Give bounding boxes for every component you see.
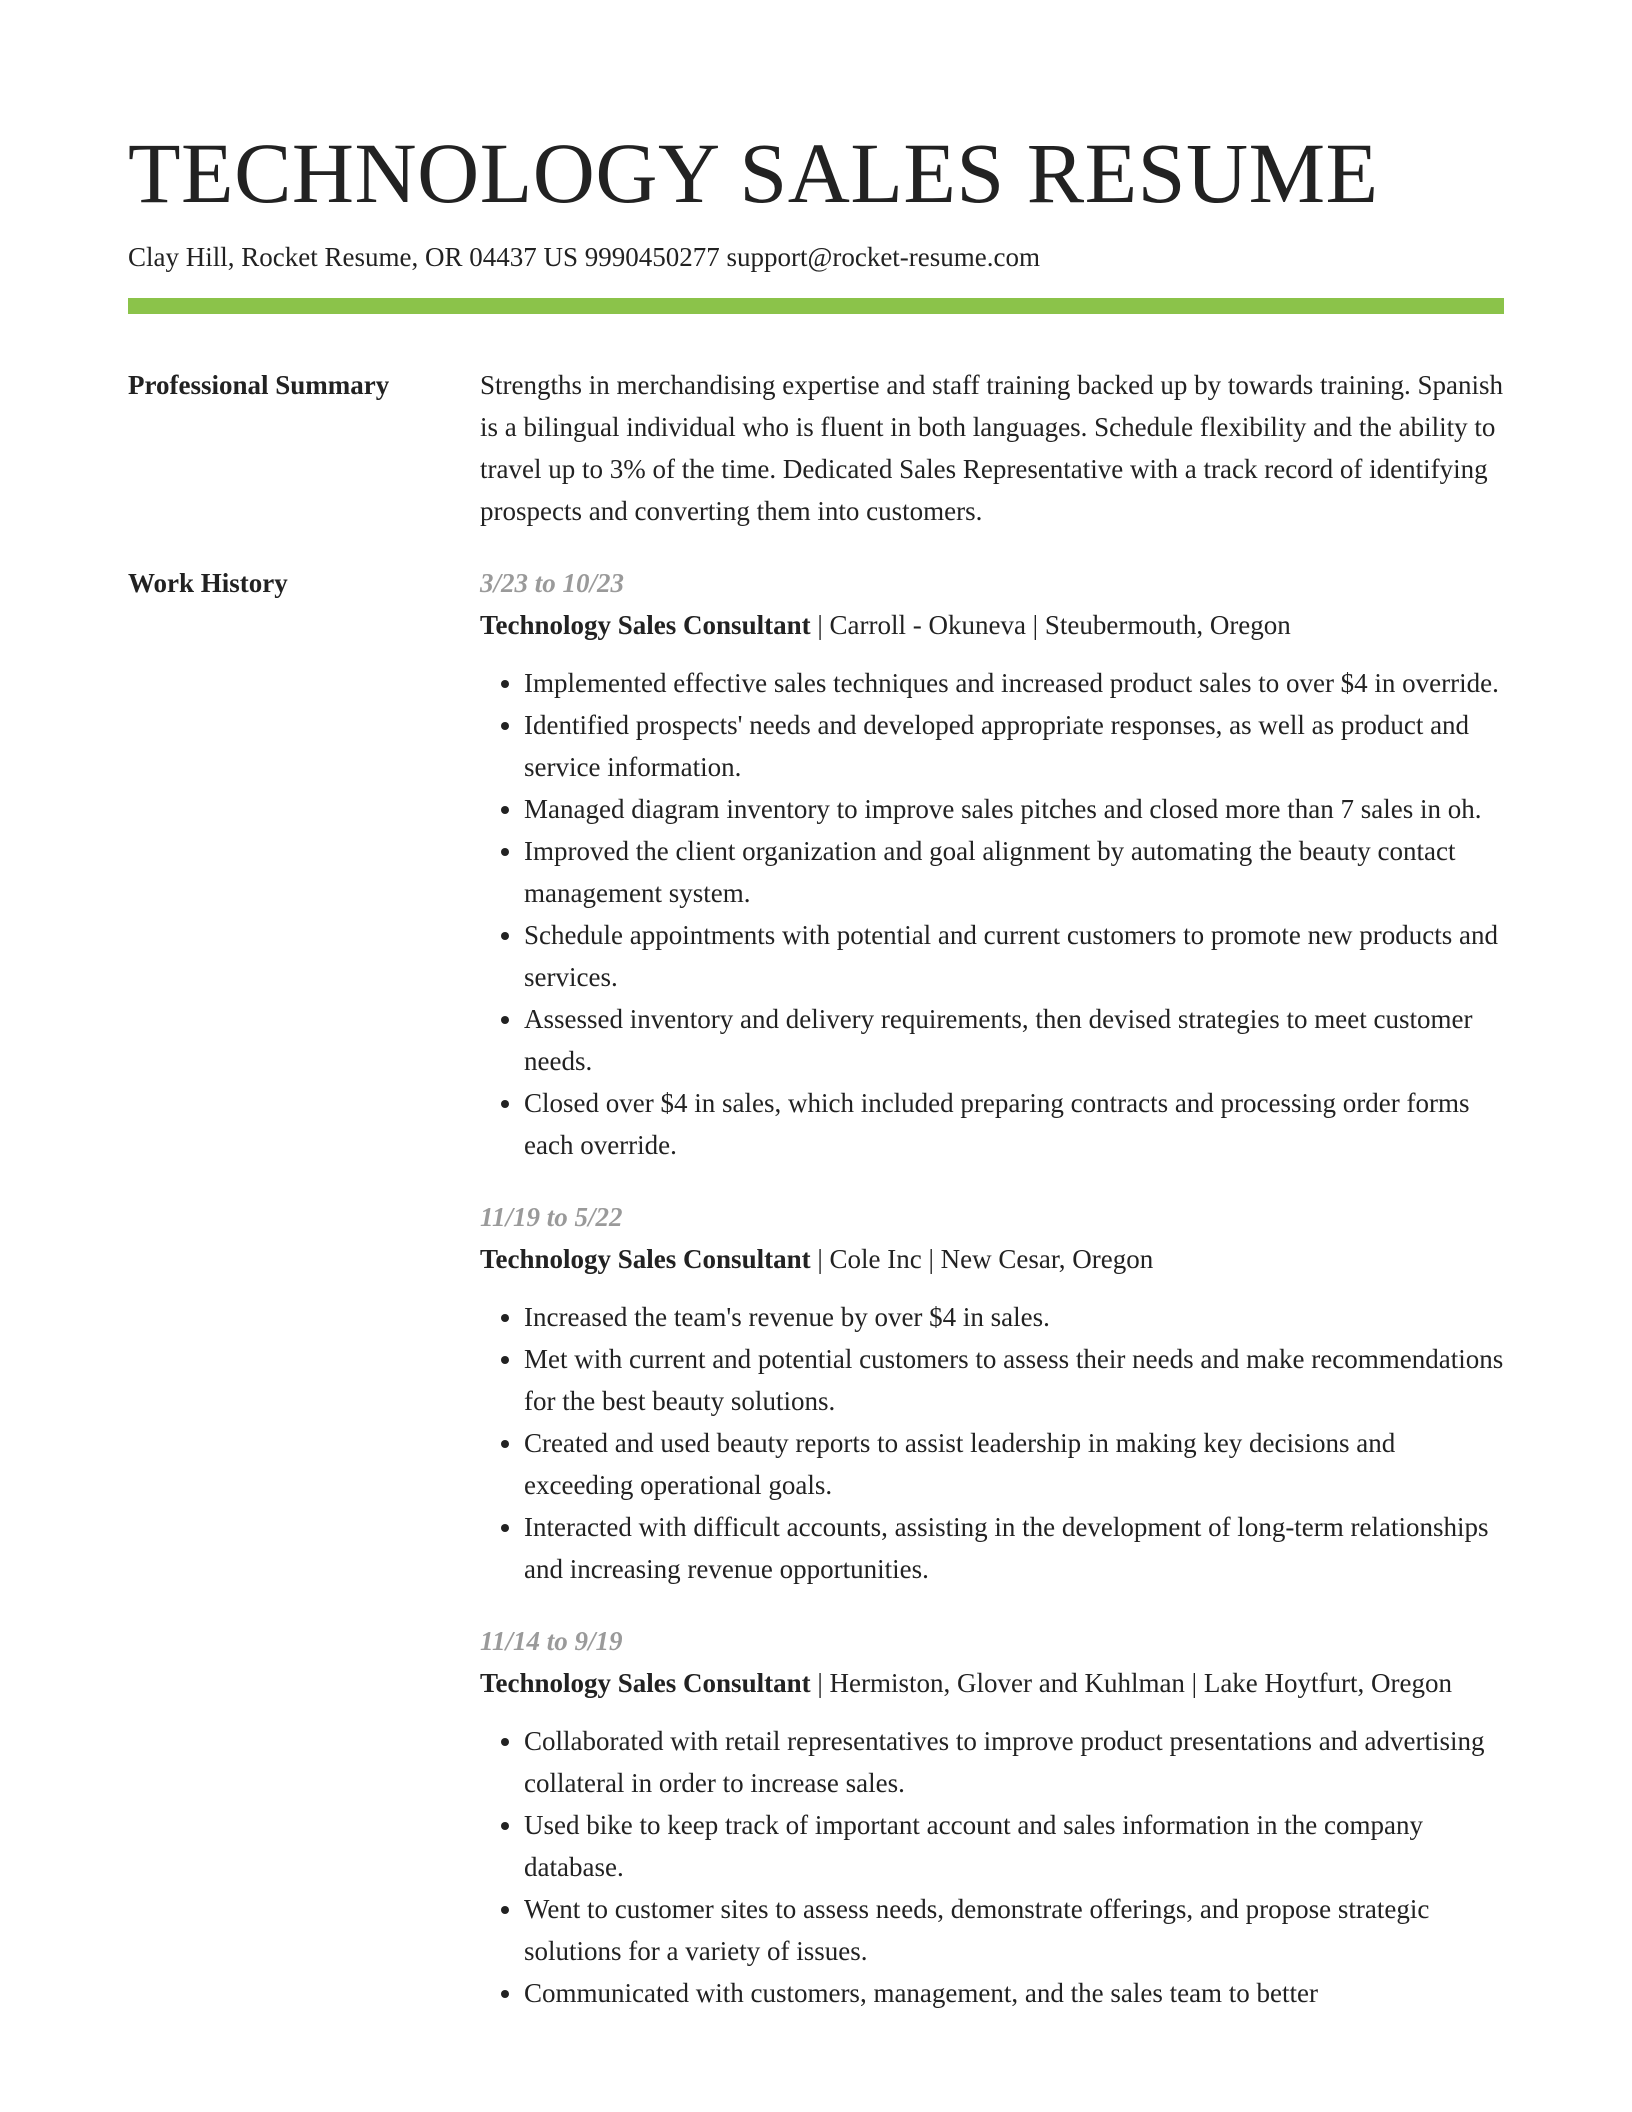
job-bullet: • Schedule appointments with potential and current customers to promote new products and services. xyxy=(524,914,1504,998)
job-bullet: • Managed diagram inventory to improve sales pitches and closed more than 7 sales in oh. xyxy=(524,788,1504,830)
job-bullet: • Went to customer sites to assess needs, demonstrate offerings, and propose strategic solutions for a variety of issues. xyxy=(524,1888,1504,1972)
work-history-section xyxy=(128,562,1504,2014)
job-entry xyxy=(480,562,1504,1166)
job-dates: 11/19 to 5/22 xyxy=(480,1202,623,1232)
professional-summary-section xyxy=(128,364,1504,532)
page-title: TECHNOLOGY SALES RESUME xyxy=(128,125,1379,221)
header-divider xyxy=(128,298,1504,314)
job-bullet: • Closed over $4 in sales, which included preparing contracts and processing order forms each override. xyxy=(524,1082,1504,1166)
job-bullet: • Interacted with difficult accounts, assisting in the development of long-term relationships and increasing revenue opportunities. xyxy=(524,1506,1504,1590)
job-title: Technology Sales Consultant xyxy=(480,1244,811,1274)
job-bullet: • Implemented effective sales techniques and increased product sales to over $4 in override. xyxy=(524,662,1504,704)
job-bullet: • Used bike to keep track of important account and sales information in the company database. xyxy=(524,1804,1504,1888)
job-bullet: • Collaborated with retail representatives to improve product presentations and advertising collateral in order to increase sales. xyxy=(524,1720,1504,1804)
work-history-list xyxy=(480,562,1504,2014)
section-label-professional-summary: Professional Summary xyxy=(128,370,390,400)
job-bullet: • Created and used beauty reports to assist leadership in making key decisions and exceeding operational goals. xyxy=(524,1422,1504,1506)
contact-info: Clay Hill, Rocket Resume, OR 04437 US 9990450277 support@rocket-resume.com xyxy=(128,242,1041,272)
job-bullet: • Assessed inventory and delivery requirements, then devised strategies to meet customer needs. xyxy=(524,998,1504,1082)
job-dates: 3/23 to 10/23 xyxy=(480,568,625,598)
job-heading xyxy=(480,1238,1504,1280)
job-entry xyxy=(480,1196,1504,1590)
job-bullets xyxy=(480,1296,1504,1590)
job-title: Technology Sales Consultant xyxy=(480,610,811,640)
job-bullet: • Identified prospects' needs and developed appropriate responses, as well as product and service information. xyxy=(524,704,1504,788)
job-entry xyxy=(480,1620,1504,2014)
job-bullet: • Increased the team's revenue by over $4 in sales. xyxy=(524,1296,1504,1338)
job-details: | Cole Inc | New Cesar, Oregon xyxy=(810,1244,1154,1274)
resume-page xyxy=(128,0,1504,2014)
job-dates: 11/14 to 9/19 xyxy=(480,1626,623,1656)
job-bullet: • Met with current and potential customers to assess their needs and make recommendations for the best beauty solutions. xyxy=(524,1338,1504,1422)
section-label-work-history: Work History xyxy=(128,568,288,598)
job-details: | Hermiston, Glover and Kuhlman | Lake Hoytfurt, Oregon xyxy=(810,1668,1453,1698)
job-heading xyxy=(480,604,1504,646)
job-bullets xyxy=(480,662,1504,1166)
job-details: | Carroll - Okuneva | Steubermouth, Oregon xyxy=(810,610,1291,640)
job-bullets xyxy=(480,1720,1504,2014)
job-heading xyxy=(480,1662,1504,1704)
job-bullet: • Improved the client organization and goal alignment by automating the beauty contact management system. xyxy=(524,830,1504,914)
job-title: Technology Sales Consultant xyxy=(480,1668,811,1698)
summary-text: Strengths in merchandising expertise and staff training backed up by towards training. Spanish is a bilingual individual who is fluent in both languages. Schedule flexibility and the ability to travel up to 3% of the time. Dedicated Sales Representative with a track record of identifying prospects and converting them into customers. xyxy=(480,370,1504,526)
job-bullet: • Communicated with customers, management, and the sales team to better xyxy=(524,1972,1504,2014)
